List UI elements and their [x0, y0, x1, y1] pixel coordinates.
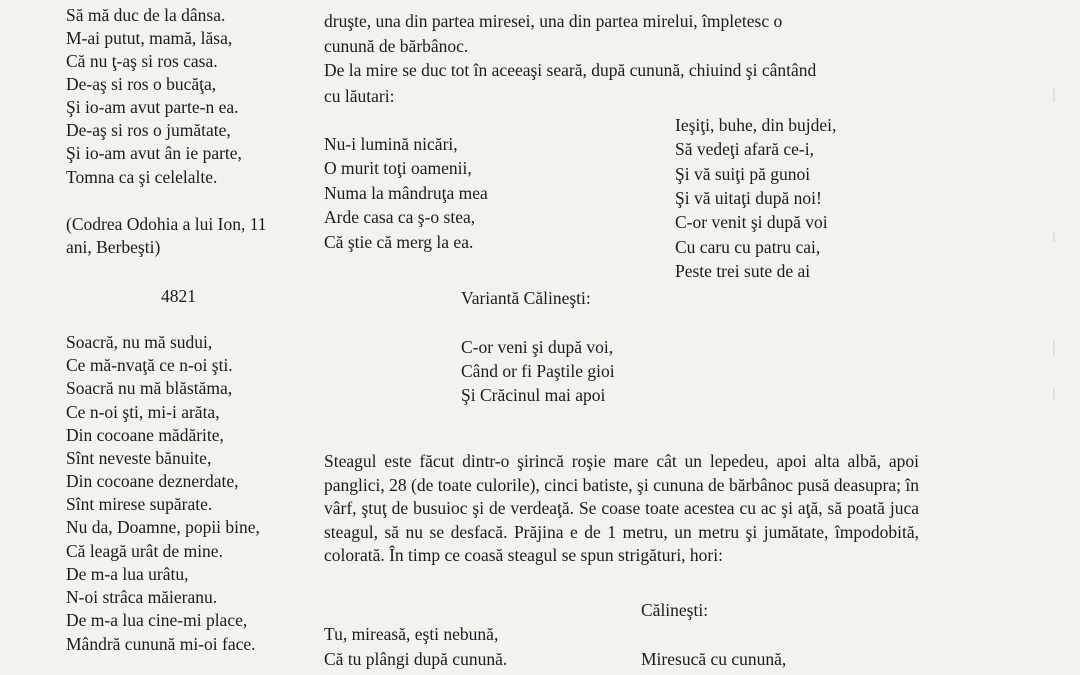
scan-speck [1053, 340, 1055, 356]
verse-line: Miresucă cu cunună, [641, 649, 787, 669]
verse-line: O murit toţi oamenii, [324, 158, 472, 178]
verse-line: Sînt mirese supărate. [66, 494, 213, 514]
verse-line: Din cocoane mădărite, [66, 425, 224, 445]
source-note: (Codrea Odohia a lui Ion, 11 [66, 214, 267, 234]
verse-line: Peste trei sute de ai [675, 261, 811, 281]
verse-line: Numa la mândruţa mea [324, 183, 488, 203]
verse-line: De-aş si ros o jumătate, [66, 120, 231, 140]
verse-line: Şi io-am avut parte-n ea. [66, 97, 239, 117]
verse-line: Şi vă uitaţi după noi! [675, 188, 822, 208]
verse-line: Sînt neveste bănuite, [66, 448, 212, 468]
verse-line: Nu da, Doamne, popii bine, [66, 517, 260, 537]
verse-line: Că tu plângi după cunună. [324, 649, 508, 669]
verse-line: Că leagă urât de mine. [66, 541, 223, 561]
verse-line: Arde casa ca ş-o stea, [324, 207, 476, 227]
place-label: Călineşti: [641, 600, 709, 620]
variant-title: Variantă Călineşti: [461, 288, 591, 308]
verse-line: Tu, mireasă, eşti nebună, [324, 624, 499, 644]
verse-line: Ieşiţi, buhe, din bujdei, [675, 115, 837, 135]
verse-line: Să mă duc de la dânsa. [66, 5, 226, 25]
verse-line: De m-a lua cine-mi place, [66, 610, 248, 630]
scan-speck [1053, 232, 1055, 242]
verse-line: Şi io-am avut ân ie parte, [66, 143, 242, 163]
verse-line: N-oi strâca măieranu. [66, 587, 218, 607]
verse-line: Cu caru cu patru cai, [675, 237, 821, 257]
song-number: 4821 [161, 286, 196, 306]
flag-paragraph: Steagul este făcut dintr-o şirincă roşie mare cât un lepedeu, apoi alta albă, apoi panglici, 28 (de toate culorile), cinci batiste, şi cununa de bărbânoc pusă deasupra; în vârf, ştuţ de busuioc şi de verdeaţă. Se coase toate acestea cu ac şi aţă, să poată juca steagul, să nu se desfacă. Prăjina e de 1 metru, un metru şi jumătate, împodobită, colorată. În timp ce coasă steagul se spun strigături, hori: [324, 451, 919, 565]
verse-line: Soacră nu mă blăstăma, [66, 378, 233, 398]
verse-line: Ce n-oi şti, mi-i arăta, [66, 402, 220, 422]
verse-line: Când or fi Paştile gioi [461, 361, 615, 381]
verse-line: Ce mă-nvaţă ce n-oi şti. [66, 355, 233, 375]
prose-line: De la mire se duc tot în aceeaşi seară, după cunună, chiuind şi cântând [324, 60, 817, 80]
verse-line: Soacră, nu mă sudui, [66, 332, 213, 352]
verse-line: M-ai putut, mamă, lăsa, [66, 28, 233, 48]
verse-line: Că ştie că merg la ea. [324, 232, 474, 252]
prose-line: cunună de bărbânoc. [324, 36, 469, 56]
verse-line: Şi vă suiţi pă gunoi [675, 164, 811, 184]
verse-line: Nu-i lumină nicări, [324, 134, 458, 154]
verse-line: Şi Crăcinul mai apoi [461, 385, 606, 405]
verse-line: Din cocoane deznerdate, [66, 471, 239, 491]
verse-line: Că nu ţ-aş si ros casa. [66, 51, 218, 71]
scan-speck [1053, 88, 1055, 102]
verse-line: Mândră cunună mi-oi face. [66, 634, 256, 654]
verse-line: Tomna ca şi celelalte. [66, 167, 218, 187]
verse-line: C-or veni şi după voi, [461, 337, 614, 357]
scan-speck [1053, 388, 1055, 400]
verse-line: C-or venit şi după voi [675, 212, 828, 232]
verse-line: Să vedeţi afară ce-i, [675, 139, 814, 159]
source-note: ani, Berbeşti) [66, 237, 161, 257]
prose-line: druşte, una din partea miresei, una din partea mirelui, împletesc o [324, 11, 783, 31]
prose-line: cu lăutari: [324, 86, 395, 106]
verse-line: De-aş si ros o bucăţa, [66, 74, 217, 94]
verse-line: De m-a lua urâtu, [66, 564, 189, 584]
